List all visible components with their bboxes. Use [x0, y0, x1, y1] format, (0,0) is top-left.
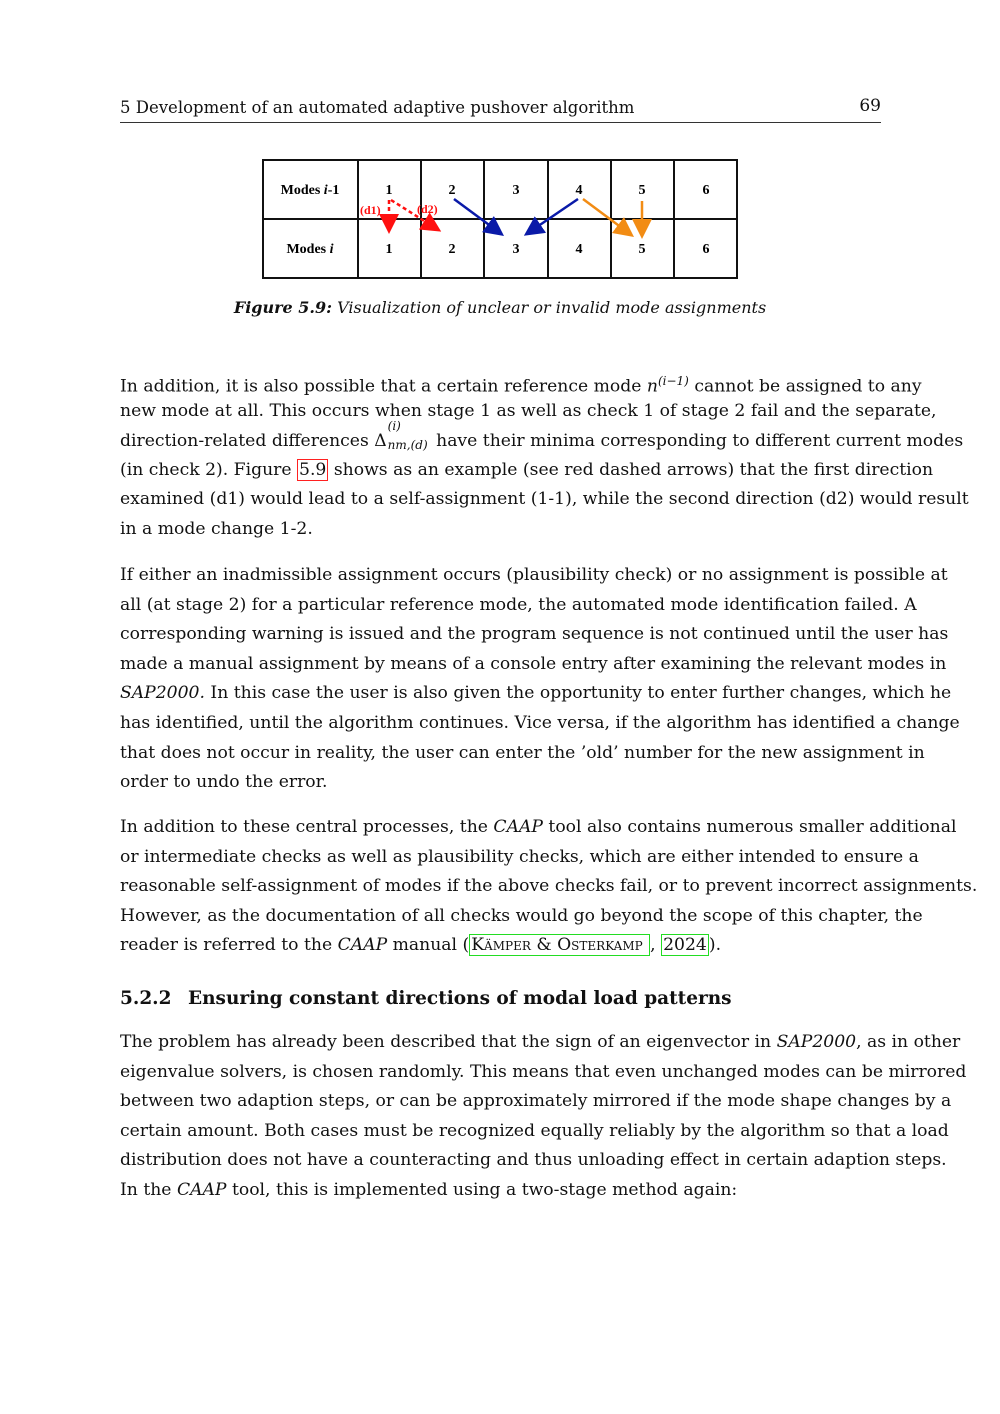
current-mode-cell: 5 [638, 242, 646, 257]
text-line: corresponding warning is issued and the program sequence is not continued until the user has [120, 624, 949, 645]
text-line: all (at stage 2) for a particular reference mode, the automated mode identification failed. A [120, 594, 917, 615]
text-line: reasonable self-assignment of modes if the above checks fail, or to prevent incorrect assignments. [120, 876, 978, 897]
text-line: reader is referred to the CAAP manual ( Kämper & Osterkamp , 2024 ). [120, 935, 722, 956]
text-line: In addition, it is also possible that a certain reference mode $n^{(i-1)}$ cannot be assigned to any [120, 374, 922, 397]
current-mode-cell: 2 [448, 242, 456, 257]
paragraph-4 [120, 1028, 967, 1206]
text-line: In the CAAP tool, this is implemented using a two-stage method again: [120, 1179, 738, 1200]
caption-label: Figure 5.9: [233, 298, 333, 317]
text-line: between two adaption steps, or can be approximately mirrored if the mode shape changes by a [120, 1091, 952, 1112]
page-number: 69 [859, 96, 881, 116]
text-line: has identified, until the algorithm continues. Vice versa, if the algorithm has identified a change [120, 712, 960, 733]
prev-mode-cell: 5 [638, 183, 646, 198]
section-number: 5.2.2 [120, 988, 172, 1009]
arrow-4-to-3 [528, 199, 578, 233]
paragraph-1 [120, 367, 969, 545]
current-mode-cell: 4 [575, 242, 583, 257]
text-line: SAP2000. In this case the user is also given the opportunity to enter further changes, which he [120, 683, 952, 704]
current-mode-cell: 1 [385, 242, 393, 257]
prev-mode-cell: 2 [448, 183, 456, 198]
label-d2: (d2) [417, 202, 438, 216]
figure-5-9-mode-assignment-table [262, 159, 738, 280]
table-grid [263, 160, 737, 278]
text-line: new mode at all. This occurs when stage 1 as well as check 1 of stage 2 fail and the separate, [120, 400, 937, 421]
label-d1: (d1) [360, 203, 381, 217]
blue-arrows [454, 199, 578, 233]
text-line: If either an inadmissible assignment occurs (plausibility check) or no assignment is possible at [120, 565, 948, 585]
prev-mode-cell: 4 [575, 183, 583, 198]
prev-mode-cell: 1 [385, 183, 393, 198]
arrow-4-to-5 [583, 199, 630, 234]
current-mode-cell: 6 [702, 242, 710, 257]
text-line: eigenvalue solvers, is chosen randomly. This means that even unchanged modes can be mirrored [120, 1061, 967, 1082]
arrow-2-to-3 [454, 199, 500, 233]
text-line: order to undo the error. [120, 772, 328, 793]
text-line: that does not occur in reality, the user can enter the ’old’ number for the new assignment in [120, 742, 925, 763]
text-line: certain amount. Both cases must be recognized equally reliably by the algorithm so that a load [120, 1120, 949, 1141]
paragraph-2 [120, 561, 960, 798]
running-chapter-title: 5 Development of an automated adaptive pushover algorithm [120, 98, 635, 117]
text-line: distribution does not have a counteracting and thus unloading effect in certain adaption steps. [120, 1150, 947, 1171]
section-title: Ensuring constant directions of modal load patterns [188, 988, 732, 1009]
row-label-current: Modes i [286, 242, 334, 257]
text-line: made a manual assignment by means of a console entry after examining the relevant modes in [120, 653, 947, 674]
section-heading [120, 988, 732, 1009]
caption-text: Visualization of unclear or invalid mode assignments [337, 298, 767, 317]
text-line: in a mode change 1-2. [120, 518, 313, 539]
text-line: direction-related differences Δ (i) nm,(d) have their minima corresponding to different current modes [120, 419, 964, 453]
page-header [120, 96, 881, 123]
text-line: However, as the documentation of all checks would go beyond the scope of this chapter, the [120, 905, 923, 926]
prev-mode-cell: 3 [512, 183, 520, 198]
figure-caption [0, 298, 1000, 317]
text-line: In addition to these central processes, the CAAP tool also contains numerous smaller additional [120, 817, 957, 837]
citation-year-link[interactable]: 2024 [663, 935, 707, 956]
prev-mode-cell: 6 [702, 183, 710, 198]
row-label-previous: Modes i-1 [280, 183, 340, 198]
current-mode-cell: 3 [512, 242, 520, 257]
paragraph-3 [120, 813, 978, 961]
orange-arrows [583, 199, 642, 234]
figure-reference-link[interactable]: 5.9 [299, 459, 327, 480]
text-line: (in check 2). Figure 5.9 shows as an example (see red dashed arrows) that the first direction [120, 459, 934, 480]
citation-authors-link[interactable]: Kämper & Osterkamp [471, 935, 649, 956]
text-line: The problem has already been described that the sign of an eigenvector in SAP2000, as in other [120, 1032, 961, 1052]
text-line: or intermediate checks as well as plausibility checks, which are either intended to ensure a [120, 846, 919, 867]
text-line: examined (d1) would lead to a self-assignment (1-1), while the second direction (d2) would result [120, 489, 969, 510]
